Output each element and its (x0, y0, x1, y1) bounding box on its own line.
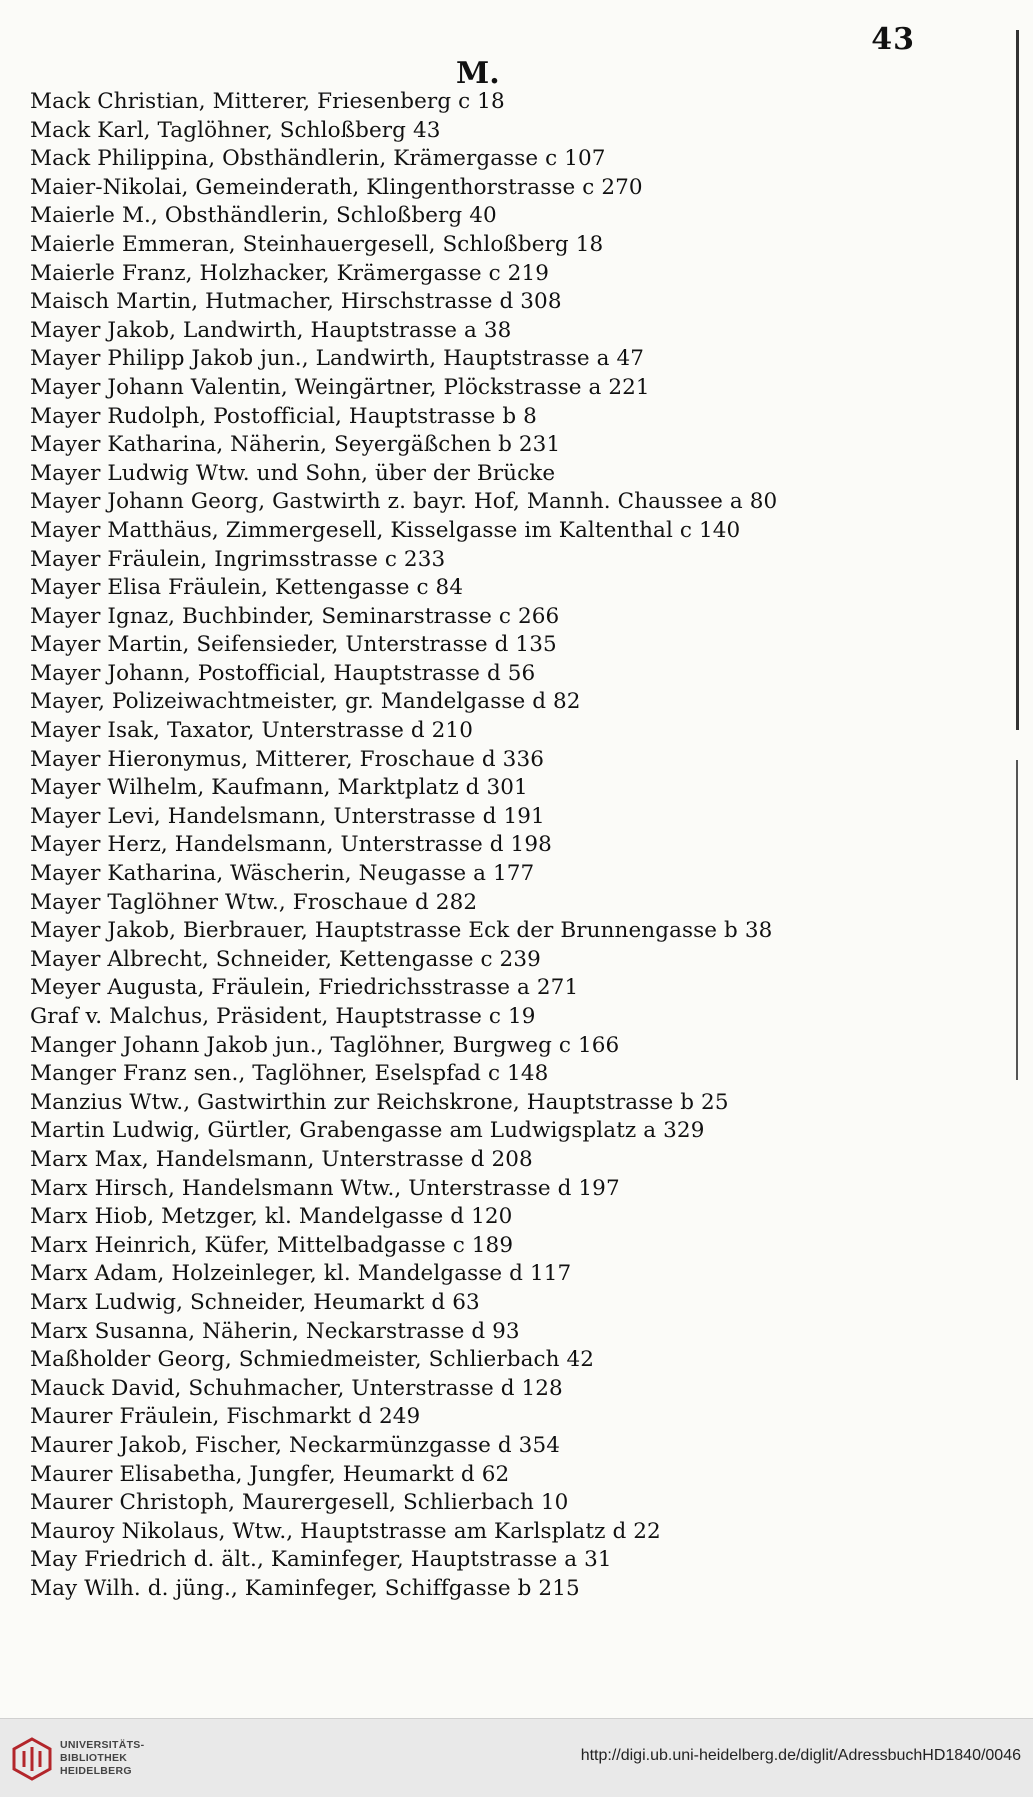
directory-entry: Marx Heinrich, Küfer, Mittelbadgasse c 189 (30, 1232, 514, 1258)
directory-entry: Marx Hirsch, Handelsmann Wtw., Unterstrasse d 197 (30, 1175, 620, 1201)
directory-entry: Meyer Augusta, Fräulein, Friedrichsstrasse a 271 (30, 975, 579, 1001)
directory-entry: Mauck David, Schuhmacher, Unterstrasse d 128 (30, 1375, 563, 1401)
directory-entry: Martin Ludwig, Gürtler, Grabengasse am Ludwigsplatz a 329 (30, 1118, 705, 1144)
directory-entry: Graf v. Malchus, Präsident, Hauptstrasse c 19 (30, 1004, 536, 1029)
directory-entry: Mauroy Nikolaus, Wtw., Hauptstrasse am Karlsplatz d 22 (30, 1518, 661, 1544)
library-logo[interactable] (12, 1735, 152, 1783)
directory-entry: Maierle M., Obsthändlerin, Schloßberg 40 (30, 203, 497, 229)
directory-entry: Mayer Johann Valentin, Weingärtner, Plöckstrasse a 221 (30, 374, 650, 400)
directory-entry: Mayer Fräulein, Ingrimsstrasse c 233 (30, 546, 446, 572)
directory-entry: May Wilh. d. jüng., Kaminfeger, Schiffgasse b 215 (30, 1575, 580, 1601)
directory-entry: Manzius Wtw., Gastwirthin zur Reichskrone, Hauptstrasse b 25 (30, 1089, 729, 1115)
directory-entry: Mayer Martin, Seifensieder, Unterstrasse d 135 (30, 632, 557, 658)
directory-entry: Mayer Johann, Postofficial, Hauptstrasse d 56 (30, 660, 536, 686)
directory-entry: Mayer Herz, Handelsmann, Unterstrasse d 198 (30, 832, 552, 858)
directory-entry: Mayer Johann Georg, Gastwirth z. bayr. Hof, Mannh. Chaussee a 80 (30, 489, 778, 515)
directory-entry: Mayer Ignaz, Buchbinder, Seminarstrasse c 266 (30, 603, 560, 629)
directory-entry: Mayer Jakob, Landwirth, Hauptstrasse a 38 (30, 317, 512, 343)
directory-entry: Marx Susanna, Näherin, Neckarstrasse d 93 (30, 1318, 520, 1344)
directory-entry-list (30, 88, 1005, 1603)
directory-entry: Maurer Jakob, Fischer, Neckarmünzgasse d 354 (30, 1432, 561, 1458)
directory-entry: Mack Philippina, Obsthändlerin, Krämergasse c 107 (30, 146, 606, 172)
directory-entry: Mayer Katharina, Wäscherin, Neugasse a 177 (30, 861, 535, 887)
directory-entry: Marx Adam, Holzeinleger, kl. Mandelgasse d 117 (30, 1261, 572, 1287)
directory-entry: Maurer Christoph, Maurergesell, Schlierbach 10 (30, 1490, 569, 1516)
page-edge-rule-lower (1016, 760, 1018, 1080)
directory-entry: Mayer Levi, Handelsmann, Unterstrasse d 191 (30, 803, 545, 829)
page-number: 43 (871, 22, 915, 57)
directory-entry: Marx Ludwig, Schneider, Heumarkt d 63 (30, 1289, 480, 1315)
directory-entry: Maierle Franz, Holzhacker, Krämergasse c 219 (30, 260, 550, 286)
source-url-link[interactable]: http://digi.ub.uni-heidelberg.de/diglit/AdressbuchHD1840/0046 (580, 1747, 1021, 1764)
directory-entry: Mayer Jakob, Bierbrauer, Hauptstrasse Eck der Brunnengasse b 38 (30, 918, 773, 944)
directory-entry: Maurer Elisabetha, Jungfer, Heumarkt d 62 (30, 1461, 510, 1487)
directory-entry: Mayer Elisa Fräulein, Kettengasse c 84 (30, 575, 464, 601)
directory-entry: Mayer Taglöhner Wtw., Froschaue d 282 (30, 889, 478, 915)
directory-entry: Mayer Matthäus, Zimmergesell, Kisselgasse im Kaltenthal c 140 (30, 517, 741, 543)
directory-entry: Mayer Rudolph, Postofficial, Hauptstrasse b 8 (30, 403, 537, 429)
directory-entry: Maier-Nikolai, Gemeinderath, Klingenthorstrasse c 270 (30, 174, 643, 200)
directory-entry: Maßholder Georg, Schmiedmeister, Schlierbach 42 (30, 1347, 595, 1373)
logo-line-3: HEIDELBERG (60, 1765, 132, 1777)
directory-entry: May Friedrich d. ält., Kaminfeger, Hauptstrasse a 31 (30, 1547, 612, 1573)
directory-entry: Maurer Fräulein, Fischmarkt d 249 (30, 1404, 421, 1430)
directory-entry: Mayer Wilhelm, Kaufmann, Marktplatz d 301 (30, 775, 528, 801)
directory-entry: Mayer Isak, Taxator, Unterstrasse d 210 (30, 718, 473, 744)
directory-entry: Mayer Albrecht, Schneider, Kettengasse c 239 (30, 946, 541, 972)
directory-entry: Mayer Philipp Jakob jun., Landwirth, Hauptstrasse a 47 (30, 346, 645, 372)
directory-entry: Mayer Hieronymus, Mitterer, Froschaue d 336 (30, 746, 545, 772)
library-logo-text (60, 1739, 144, 1778)
logo-line-2: BIBLIOTHEK (60, 1752, 128, 1764)
directory-entry: Mack Christian, Mitterer, Friesenberg c 18 (30, 89, 505, 114)
directory-entry: Maierle Emmeran, Steinhauergesell, Schloßberg 18 (30, 231, 604, 257)
directory-entry: Manger Johann Jakob jun., Taglöhner, Burgweg c 166 (30, 1032, 620, 1058)
university-library-logo-icon (12, 1737, 52, 1781)
directory-entry: Mack Karl, Taglöhner, Schloßberg 43 (30, 117, 441, 143)
directory-entry: Maisch Martin, Hutmacher, Hirschstrasse d 308 (30, 289, 562, 315)
directory-entry: Manger Franz sen., Taglöhner, Eselspfad c 148 (30, 1061, 549, 1087)
section-letter-heading: M. (456, 56, 500, 91)
directory-entry: Mayer Katharina, Näherin, Seyergäßchen b 231 (30, 432, 561, 458)
directory-entry: Mayer Ludwig Wtw. und Sohn, über der Brücke (30, 460, 556, 486)
directory-entry: Mayer, Polizeiwachtmeister, gr. Mandelgasse d 82 (30, 689, 581, 715)
directory-entry: Marx Hiob, Metzger, kl. Mandelgasse d 120 (30, 1204, 513, 1230)
page-edge-rule (1016, 30, 1019, 730)
viewer-footer (0, 1718, 1033, 1797)
logo-line-1: UNIVERSITÄTS- (60, 1739, 145, 1751)
directory-entry: Marx Max, Handelsmann, Unterstrasse d 208 (30, 1146, 533, 1172)
